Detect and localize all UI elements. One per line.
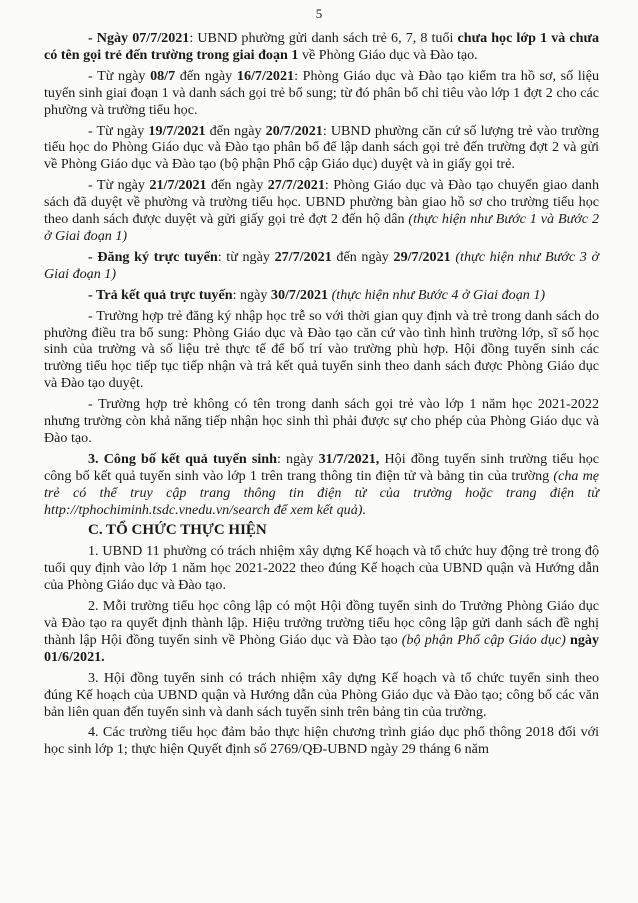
paragraph-late-registration: - Trường hợp trẻ đăng ký nhập học trễ so với thời gian quy định và trẻ trong danh sách do phường điều tra bổ sung: Phòng Giáo dục và Đào tạo căn cứ vào tình hình trường lớp, sĩ số học sinh của trường và số liệu trẻ thực tế để bố trí vào trường phù hợp. Hội đồng tuyển sinh các trường tiểu học tiếp tục tiếp nhận và trả kết quả tuyển sinh theo danh sách được Phòng Giáo dục và Đào tạo duyệt.	[44, 307, 599, 392]
paragraph-online-results: - Trả kết quả trực tuyến: ngày 30/7/2021 (thực hiện như Bước 4 ở Giai đoạn 1)	[88, 286, 546, 303]
results-url-link[interactable]: http://tphochiminh.tsdc.vnedu.vn/search	[44, 501, 271, 518]
section-heading-c: C. TỔ CHỨC THỰC HIỆN	[88, 522, 267, 539]
paragraph-online-registration: - Đăng ký trực tuyến: từ ngày 27/7/2021 đến ngày 29/7/2021 (thực hiện như Bước 3 ở Giai đoạn 1)	[44, 248, 599, 282]
paragraph-review-records: - Từ ngày 08/7 đến ngày 16/7/2021: Phòng Giáo dục và Đào tạo kiểm tra hồ sơ, số liệu tuyển sinh giai đoạn 1 và danh sách gọi trẻ bổ sung; từ đó phân bổ chỉ tiêu vào lớp 1 đợt 2 cho các phường và trường tiểu học.	[44, 67, 599, 118]
paragraph-c4: 4. Các trường tiểu học đảm bảo thực hiện chương trình giáo dục phổ thông 2018 đối với học sinh lớp 1; thực hiện Quyết định số 2769/QĐ-UBND ngày 29 tháng 6 năm	[44, 724, 599, 758]
paragraph-phase2-list-submission: - Ngày 07/7/2021: UBND phường gửi danh sách trẻ 6, 7, 8 tuổi chưa học lớp 1 và chưa có tên gọi trẻ đến trường trong giai đoạn 1 về Phòng Giáo dục và Đào tạo.	[44, 30, 600, 63]
paragraph-announce-results: 3. Công bố kết quả tuyển sinh: ngày 31/7/2021, Hội đồng tuyển sinh trường tiểu học công bố kết quả tuyển sinh vào lớp 1 trên trang thông tin điện tử và bảng tin của trường (cha mẹ trẻ có thể truy cập trang thông tin điện tử của trường hoặc trang điện tử http://tphochiminh.tsdc.vnedu.vn/search để xem kết quả).	[44, 450, 600, 518]
paragraph-c1: 1. UBND 11 phường có trách nhiệm xây dựng Kế hoạch và tổ chức huy động trẻ trong độ tuổi quy định vào lớp 1 năm học 2021-2022 theo đúng Kế hoạch của UBND quận và Hướng dẫn của Phòng Giáo dục và Đào tạo.	[44, 543, 599, 594]
paragraph-ward-list: - Từ ngày 19/7/2021 đến ngày 20/7/2021: UBND phường căn cứ số lượng trẻ vào trường tiểu học do Phòng Giáo dục và Đào tạo phân bổ để lập danh sách gọi trẻ đến trường đợt 2 và gửi về Phòng Giáo dục và Đào tạo (bộ phận Phổ cập Giáo dục) duyệt và in giấy gọi trẻ.	[44, 122, 600, 173]
paragraph-c3: 3. Hội đồng tuyển sinh có trách nhiệm xây dựng Kế hoạch và tổ chức tuyển sinh theo đúng Kế hoạch của UBND quận và Hướng dẫn của Phòng Giáo dục và Đào tạo; công bố các văn bản liên quan đến tuyển sinh và danh sách tuyển sinh trên bảng tin của trường.	[44, 669, 599, 720]
document-body	[44, 30, 599, 762]
paragraph-transfer-list: - Từ ngày 21/7/2021 đến ngày 27/7/2021: Phòng Giáo dục và Đào tạo chuyển giao danh sách đã duyệt về phường và trường tiểu học. UBND phường bàn giao hồ sơ cho trường tiểu học theo danh sách được duyệt và gửi giấy gọi trẻ đợt 2 đến hộ dân (thực hiện như Bước 1 và Bước 2 ở Giai đoạn 1)	[44, 177, 600, 244]
paragraph-c2: 2. Mỗi trường tiểu học công lập có một Hội đồng tuyển sinh do Trưởng Phòng Giáo dục và Đào tạo ra quyết định thành lập. Hiệu trưởng trường tiểu học công lập gửi danh sách đề nghị thành lập Hội đồng tuyển sinh về Phòng Giáo dục và Đào tạo (bộ phận Phổ cập Giáo dục) ngày 01/6/2021.	[44, 598, 599, 665]
page-number: 5	[315, 6, 323, 21]
paragraph-not-on-list: - Trường hợp trẻ không có tên trong danh sách gọi trẻ vào lớp 1 năm học 2021-2022 nhưng trường còn khả năng tiếp nhận học sinh thì phải được sự cho phép của Phòng Giáo dục và Đào tạo.	[44, 396, 599, 446]
